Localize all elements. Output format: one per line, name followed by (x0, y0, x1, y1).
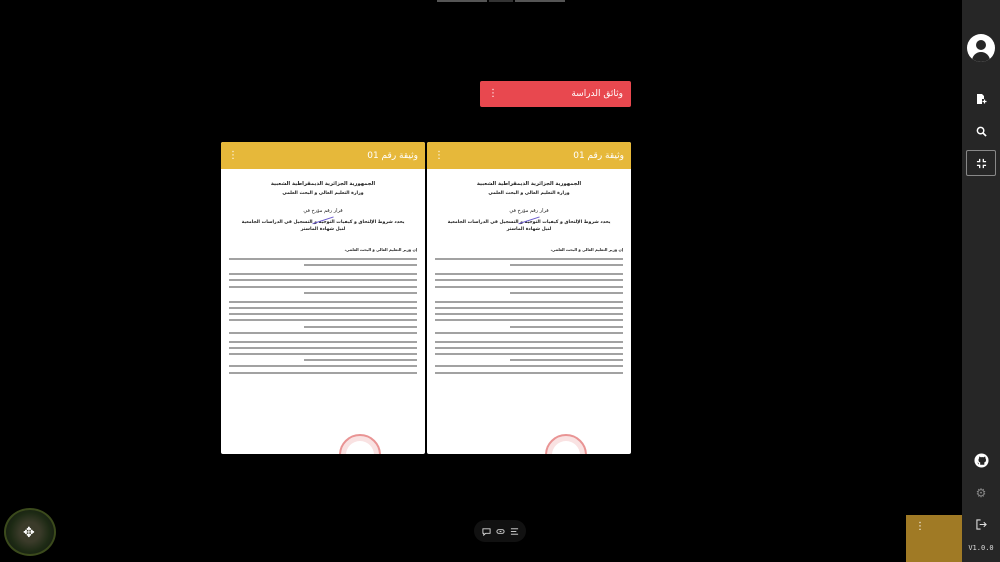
add-document-icon (975, 90, 987, 109)
group-title: وثائق الدراسة (571, 89, 623, 99)
list-icon[interactable] (509, 526, 519, 536)
doc-intro: إن وزير التعليم العالي و البحث العلمي، (550, 247, 623, 252)
search-button[interactable] (966, 118, 996, 144)
document-menu-icon[interactable]: ⋮ (434, 149, 444, 161)
group-header[interactable] (480, 81, 631, 107)
document-card-header[interactable] (221, 142, 425, 169)
logout-button[interactable] (966, 511, 996, 537)
doc-header-republic: الجمهورية الجزائرية الديمقراطية الشعبية (270, 181, 376, 187)
doc-decree-line: قرار رقم مؤرخ في (303, 208, 343, 214)
document-card[interactable] (427, 142, 631, 454)
github-icon (974, 453, 989, 472)
document-preview (221, 169, 425, 374)
doc-title-line-2: لنيل شهادة الماستر (300, 227, 346, 232)
right-sidebar (962, 0, 1000, 562)
link-icon[interactable] (495, 526, 505, 536)
card-menu-icon[interactable]: ⋮ (915, 521, 925, 532)
official-stamp (545, 434, 587, 454)
settings-button[interactable] (966, 480, 996, 506)
doc-body-text (229, 258, 417, 374)
minimap[interactable] (4, 508, 56, 556)
add-document-button[interactable] (966, 86, 996, 112)
document-title: وثيقة رقم 01 (367, 150, 418, 161)
settings-icon: ⚙ (975, 486, 987, 500)
doc-header-republic: الجمهورية الجزائرية الديمقراطية الشعبية (476, 181, 582, 187)
github-button[interactable] (966, 449, 996, 475)
avatar[interactable] (967, 34, 995, 62)
version-label: V1.0.0 (968, 544, 994, 552)
move-icon[interactable]: ✥ (23, 525, 35, 541)
doc-title-line-1: يحدد شروط الإلتحاق و كيفيات التوجيه و التسجيل في الدراسات الجامعية (447, 220, 611, 225)
doc-title-line-1: يحدد شروط الإلتحاق و كيفيات التوجيه و التسجيل في الدراسات الجامعية (241, 220, 405, 225)
collapsed-card[interactable] (906, 515, 962, 562)
document-menu-icon[interactable]: ⋮ (228, 149, 238, 161)
doc-header-ministry: وزارة التعليم العالي و البحث العلمي (282, 191, 364, 196)
document-card[interactable] (221, 142, 425, 454)
doc-header-ministry: وزارة التعليم العالي و البحث العلمي (488, 191, 570, 196)
doc-decree-line: قرار رقم مؤرخ في (509, 208, 549, 214)
group-menu-icon[interactable]: ⋮ (488, 88, 498, 99)
document-title: وثيقة رقم 01 (573, 150, 624, 161)
document-preview (427, 169, 631, 374)
search-icon (976, 122, 987, 141)
collapse-button[interactable] (966, 150, 996, 176)
official-stamp (339, 434, 381, 454)
bottom-toolbar (474, 520, 526, 542)
doc-intro: إن وزير التعليم العالي و البحث العلمي، (344, 247, 417, 252)
comment-icon[interactable] (481, 526, 491, 536)
logout-icon (976, 515, 987, 534)
doc-body-text (435, 258, 623, 374)
document-card-header[interactable] (427, 142, 631, 169)
doc-title-line-2: لنيل شهادة الماستر (506, 227, 552, 232)
collapse-icon (976, 154, 987, 173)
